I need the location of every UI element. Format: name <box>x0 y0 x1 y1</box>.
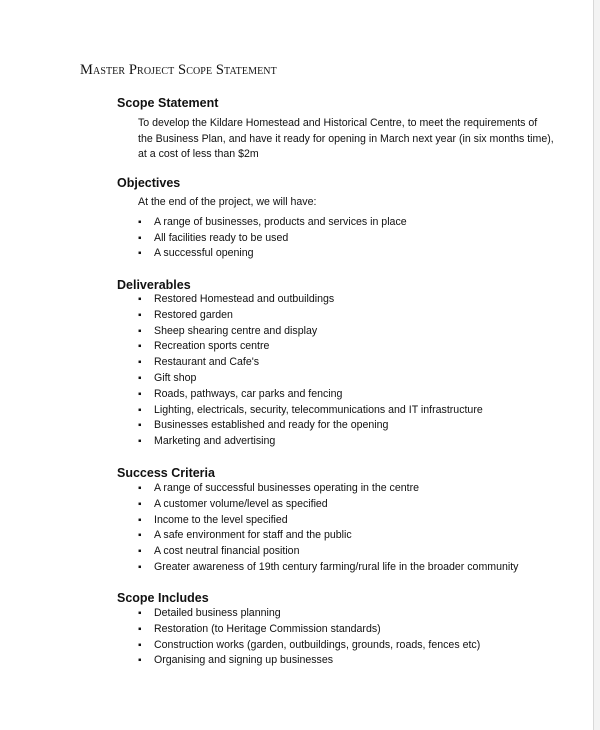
list-item-text: Restored Homestead and outbuildings <box>154 293 335 305</box>
scope-includes-list <box>117 606 480 669</box>
list-item <box>117 246 407 262</box>
section-success-criteria <box>117 465 518 576</box>
bullet-icon: ▪ <box>138 341 142 353</box>
list-item <box>117 292 483 308</box>
list-item <box>117 544 518 560</box>
paragraph-line: To develop the Kildare Homestead and Historical Centre, to meet the requirements of <box>138 117 538 129</box>
bullet-icon: ▪ <box>138 639 142 651</box>
bullet-icon: ▪ <box>138 357 142 369</box>
list-item-text: Organising and signing up businesses <box>154 654 334 667</box>
section-scope-includes <box>117 590 480 669</box>
bullet-icon: ▪ <box>138 309 142 321</box>
list-item-text: Recreation sports centre <box>154 340 270 353</box>
list-item-text: Sheep shearing centre and display <box>154 324 318 337</box>
list-item <box>117 513 518 529</box>
bullet-icon: ▪ <box>138 655 142 667</box>
section-heading: Success Criteria <box>117 466 215 480</box>
list-item <box>117 324 483 340</box>
objectives-list <box>117 215 407 262</box>
list-item-text: A cost neutral financial position <box>154 545 300 558</box>
list-item <box>117 371 483 387</box>
list-item-text: Gift shop <box>154 371 197 384</box>
list-item <box>117 339 483 355</box>
list-item-text: Income to the level specified <box>154 513 288 526</box>
bullet-icon: ▪ <box>138 404 142 416</box>
section-scope-statement <box>117 95 554 163</box>
bullet-icon: ▪ <box>138 561 142 573</box>
bullet-icon: ▪ <box>138 420 142 432</box>
page-title: Master Project Scope Statement <box>80 62 277 78</box>
section-heading: Scope Includes <box>117 591 209 605</box>
list-item-text: Marketing and advertising <box>154 435 276 448</box>
bullet-icon: ▪ <box>138 623 142 635</box>
list-item <box>117 560 518 576</box>
list-item-text: All facilities ready to be used <box>154 231 289 244</box>
list-item-text: Businesses established and ready for the opening <box>154 419 389 432</box>
list-item <box>117 308 483 324</box>
list-item-text: Restaurant and Cafe's <box>154 356 260 369</box>
bullet-icon: ▪ <box>138 483 142 494</box>
list-item-text: A range of successful businesses operating in the centre <box>154 482 420 494</box>
list-item <box>117 481 518 497</box>
list-item-text: A safe environment for staff and the public <box>154 529 352 542</box>
list-item <box>117 638 480 654</box>
bullet-icon: ▪ <box>138 325 142 337</box>
list-item <box>117 528 518 544</box>
list-item-text: Lighting, electricals, security, telecommunications and IT infrastructure <box>154 403 483 416</box>
list-item-text: Restored garden <box>154 308 233 321</box>
list-item-text: Greater awareness of 19th century farming/rural life in the broader community <box>154 560 519 573</box>
section-heading: Deliverables <box>117 278 191 292</box>
list-item <box>117 434 483 450</box>
list-item <box>117 403 483 419</box>
list-item <box>117 622 480 638</box>
list-item-text: Roads, pathways, car parks and fencing <box>154 387 343 400</box>
list-item <box>117 231 407 247</box>
paragraph-line: the Business Plan, and have it ready for opening in March next year (in six months time), <box>138 132 554 145</box>
bullet-icon: ▪ <box>138 608 142 619</box>
bullet-icon: ▪ <box>138 294 142 305</box>
list-item <box>117 497 518 513</box>
list-item-text: A customer volume/level as specified <box>154 497 328 510</box>
bullet-icon: ▪ <box>138 498 142 510</box>
list-item <box>117 387 483 403</box>
list-item <box>117 606 480 622</box>
list-item-text: Detailed business planning <box>154 607 281 619</box>
bullet-icon: ▪ <box>138 372 142 384</box>
paragraph-line: at a cost of less than $2m <box>138 148 259 161</box>
list-item-text: Construction works (garden, outbuildings, grounds, roads, fences etc) <box>154 638 481 651</box>
bullet-icon: ▪ <box>138 232 142 244</box>
section-deliverables <box>117 277 483 450</box>
list-item-text: A successful opening <box>154 247 254 260</box>
section-heading: Scope Statement <box>117 96 219 110</box>
bullet-icon: ▪ <box>138 388 142 400</box>
bullet-icon: ▪ <box>138 514 142 526</box>
list-item <box>117 653 480 669</box>
bullet-icon: ▪ <box>138 530 142 542</box>
list-item-text: Restoration (to Heritage Commission standards) <box>154 622 381 635</box>
list-item <box>117 215 407 231</box>
bullet-icon: ▪ <box>138 436 142 448</box>
objectives-intro: At the end of the project, we will have: <box>138 196 317 208</box>
list-item-text: A range of businesses, products and services in place <box>154 215 407 228</box>
deliverables-list <box>117 292 483 450</box>
bullet-icon: ▪ <box>138 248 142 260</box>
section-heading: Objectives <box>117 176 181 190</box>
success-criteria-list <box>117 481 518 576</box>
section-objectives <box>117 175 407 262</box>
scope-paragraph <box>117 116 554 163</box>
bullet-icon: ▪ <box>138 216 142 228</box>
bullet-icon: ▪ <box>138 546 142 558</box>
list-item <box>117 355 483 371</box>
list-item <box>117 418 483 434</box>
